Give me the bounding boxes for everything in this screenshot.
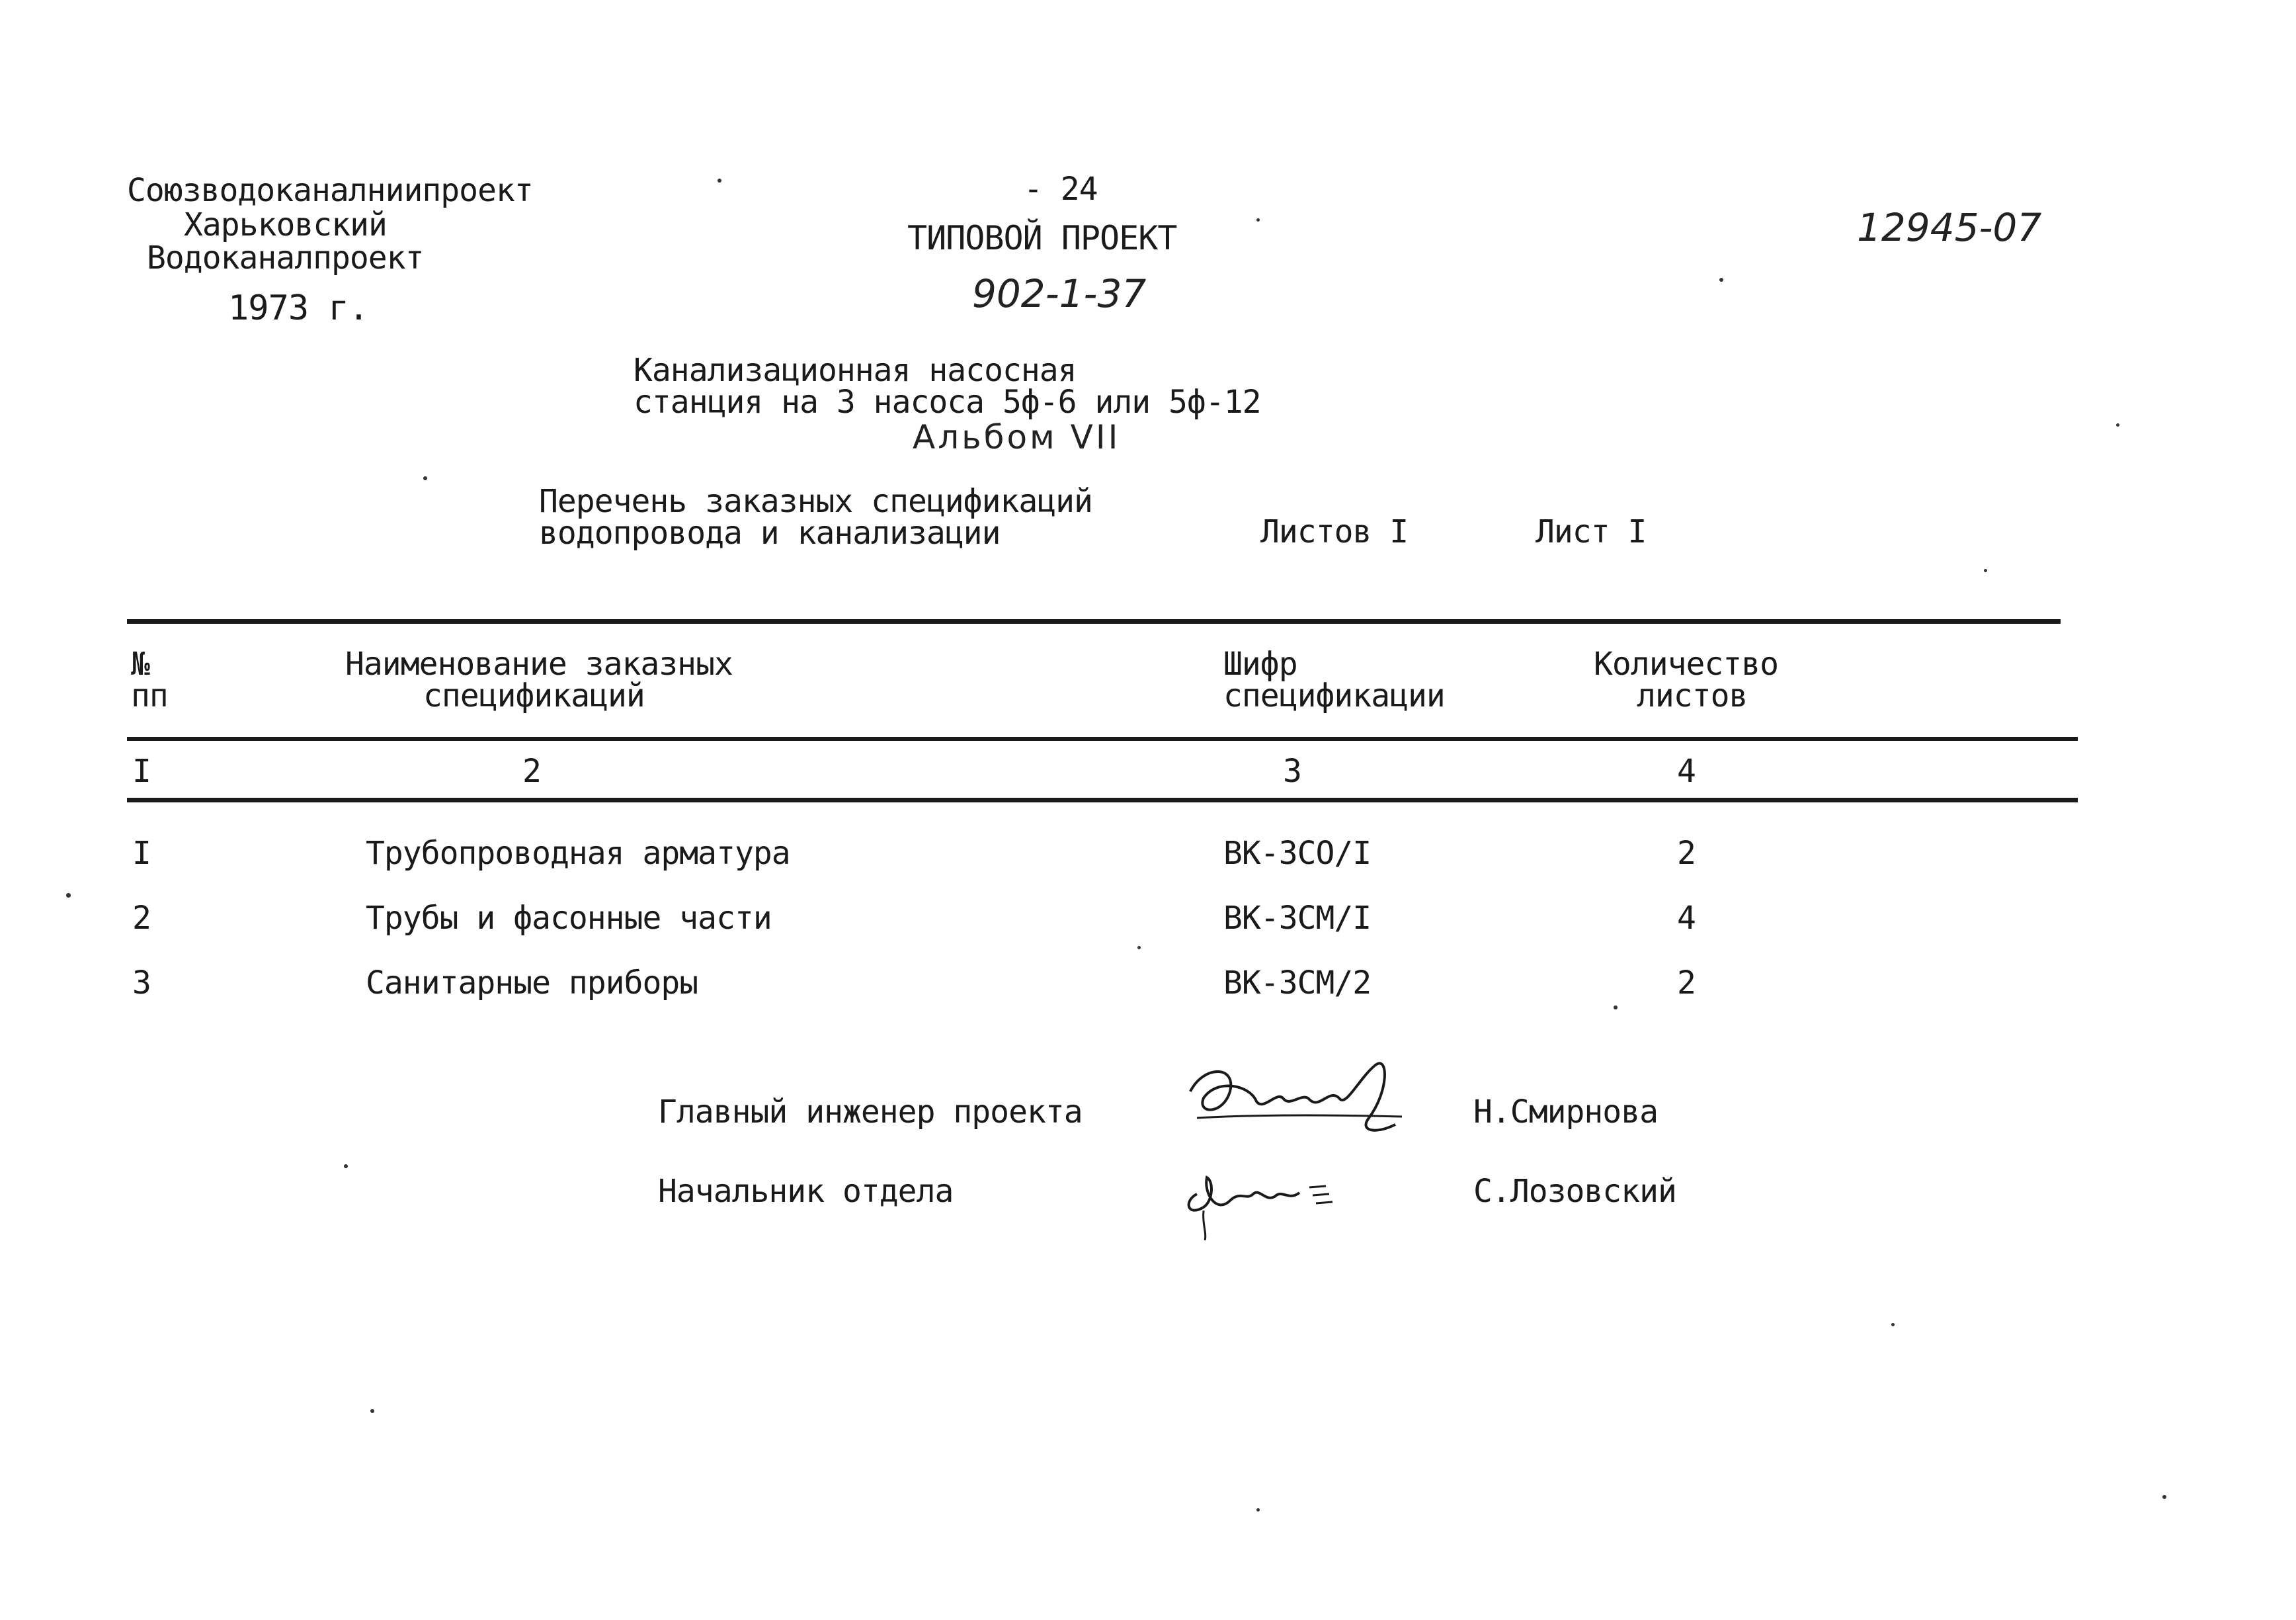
row-name: Трубопроводная арматура: [366, 835, 790, 872]
speck: [423, 476, 427, 480]
project-code: 902-1-37: [972, 271, 1147, 316]
sheet-number: Лист I: [1536, 513, 1647, 550]
signature-role: Начальник отдела: [658, 1173, 954, 1210]
speck: [2162, 1495, 2166, 1499]
header-no-line1: №: [131, 646, 149, 683]
archive-number: 12945-07: [1857, 205, 2042, 250]
numbering-bottom-rule: [127, 798, 2078, 802]
speck: [718, 179, 721, 183]
speck: [1137, 946, 1141, 949]
row-code: ВК-3СМ/2: [1223, 964, 1372, 1002]
speck: [1719, 278, 1723, 282]
speck: [1256, 218, 1260, 222]
table-top-rule: [127, 619, 2061, 624]
header-name-line1: Наименование заказных: [345, 646, 733, 683]
signature-name: С.Лозовский: [1473, 1173, 1676, 1210]
column-number-4: 4: [1677, 753, 1696, 790]
document-year: 1973 г.: [228, 288, 369, 328]
speck: [370, 1409, 374, 1413]
project-type: ТИПОВОЙ ПРОЕКТ: [907, 219, 1177, 257]
header-bottom-rule: [127, 737, 2078, 741]
signature-name: Н.Смирнова: [1473, 1093, 1658, 1130]
header-qty-line1: Количество: [1594, 646, 1778, 683]
row-qty: 2: [1677, 964, 1696, 1002]
list-title-line-2: водопровода и канализации: [539, 515, 1001, 552]
title-line-2: станция на 3 насоса 5ф-6 или 5ф-12: [634, 384, 1261, 421]
column-number-2: 2: [522, 753, 541, 790]
header-code-line1: Шифр: [1223, 646, 1297, 683]
speck: [1256, 1508, 1260, 1512]
speck: [1614, 1005, 1618, 1009]
row-qty: 2: [1677, 835, 1696, 872]
column-number-1: I: [132, 753, 151, 790]
header-no-line2: пп: [131, 677, 168, 714]
speck: [66, 893, 71, 898]
signature-image: [1177, 1154, 1375, 1247]
row-number: 3: [132, 964, 151, 1002]
speck: [2116, 423, 2119, 427]
row-name: Санитарные приборы: [366, 964, 698, 1002]
row-qty: 4: [1677, 900, 1696, 937]
org-line-3: Водоканалпроект: [147, 239, 424, 277]
org-line-1: Союзводоканалниипроект: [127, 172, 533, 209]
org-line-2: Харьковский: [184, 206, 387, 243]
row-name: Трубы и фасонные части: [366, 900, 772, 937]
album-label: Альбом VII: [913, 418, 1121, 456]
title-line-1: Канализационная насосная: [634, 352, 1077, 389]
speck: [1891, 1323, 1895, 1326]
column-number-3: 3: [1283, 753, 1301, 790]
header-code-line2: спецификации: [1223, 677, 1445, 714]
row-number: I: [132, 835, 151, 872]
header-name-line2: спецификаций: [423, 677, 645, 714]
signature-role: Главный инженер проекта: [658, 1093, 1083, 1130]
speck: [344, 1164, 348, 1168]
page-number: - 24: [1024, 171, 1098, 208]
sheets-total: Листов I: [1260, 513, 1409, 550]
row-code: ВК-3СМ/I: [1223, 900, 1372, 937]
row-number: 2: [132, 900, 151, 937]
header-qty-line2: листов: [1637, 677, 1748, 714]
list-title-line-1: Перечень заказных спецификаций: [539, 483, 1092, 520]
speck: [1984, 569, 1987, 572]
signature-image: [1177, 1052, 1428, 1144]
row-code: ВК-3СО/I: [1223, 835, 1372, 872]
